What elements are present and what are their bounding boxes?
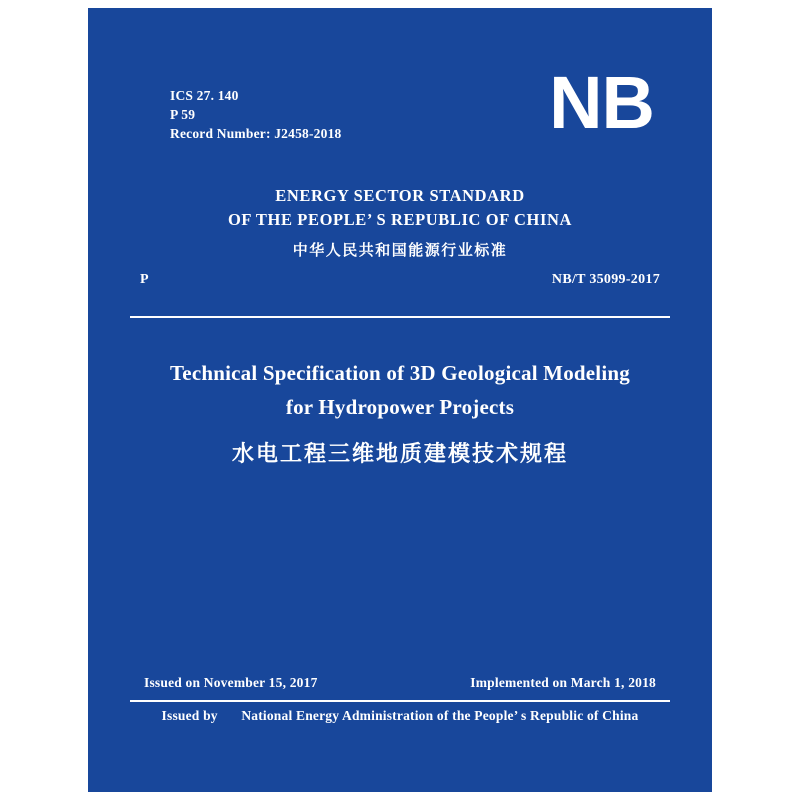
standard-heading	[88, 184, 712, 264]
standard-heading-chinese: 中华人民共和国能源行业标准	[292, 241, 508, 259]
issue-date: Issued on November 15, 2017	[144, 675, 318, 690]
title-chinese: 水电工程三维地质建模技术规程	[231, 442, 568, 467]
title-english-line2: for Hydropower Projects	[285, 395, 515, 419]
standard-heading-line2: OF THE PEOPLE’ S REPUBLIC OF CHINA	[227, 210, 573, 229]
classification-code: P 59	[170, 107, 196, 122]
divider-top	[130, 316, 670, 318]
title-block	[128, 356, 672, 472]
category-letter: P	[140, 272, 149, 287]
code-row	[140, 272, 660, 288]
title-english-line1: Technical Specification of 3D Geological Modeling	[170, 361, 630, 385]
implementation-date: Implemented on March 1, 2018	[470, 675, 656, 690]
issued-by-label: Issued by	[161, 708, 218, 723]
record-number: Record Number: J2458-2018	[170, 126, 342, 141]
divider-bottom	[130, 700, 670, 702]
standard-cover	[88, 8, 712, 792]
issuer-row	[88, 708, 712, 724]
nb-logo: NB	[549, 61, 654, 144]
standard-heading-line1: ENERGY SECTOR STANDARD	[275, 186, 525, 205]
identifier-block	[170, 86, 341, 143]
dates-row	[144, 675, 656, 691]
ics-number: ICS 27. 140	[170, 88, 239, 103]
issuing-organization: National Energy Administration of the People’ s Republic of China	[241, 708, 639, 723]
standard-number: NB/T 35099-2017	[551, 272, 660, 287]
